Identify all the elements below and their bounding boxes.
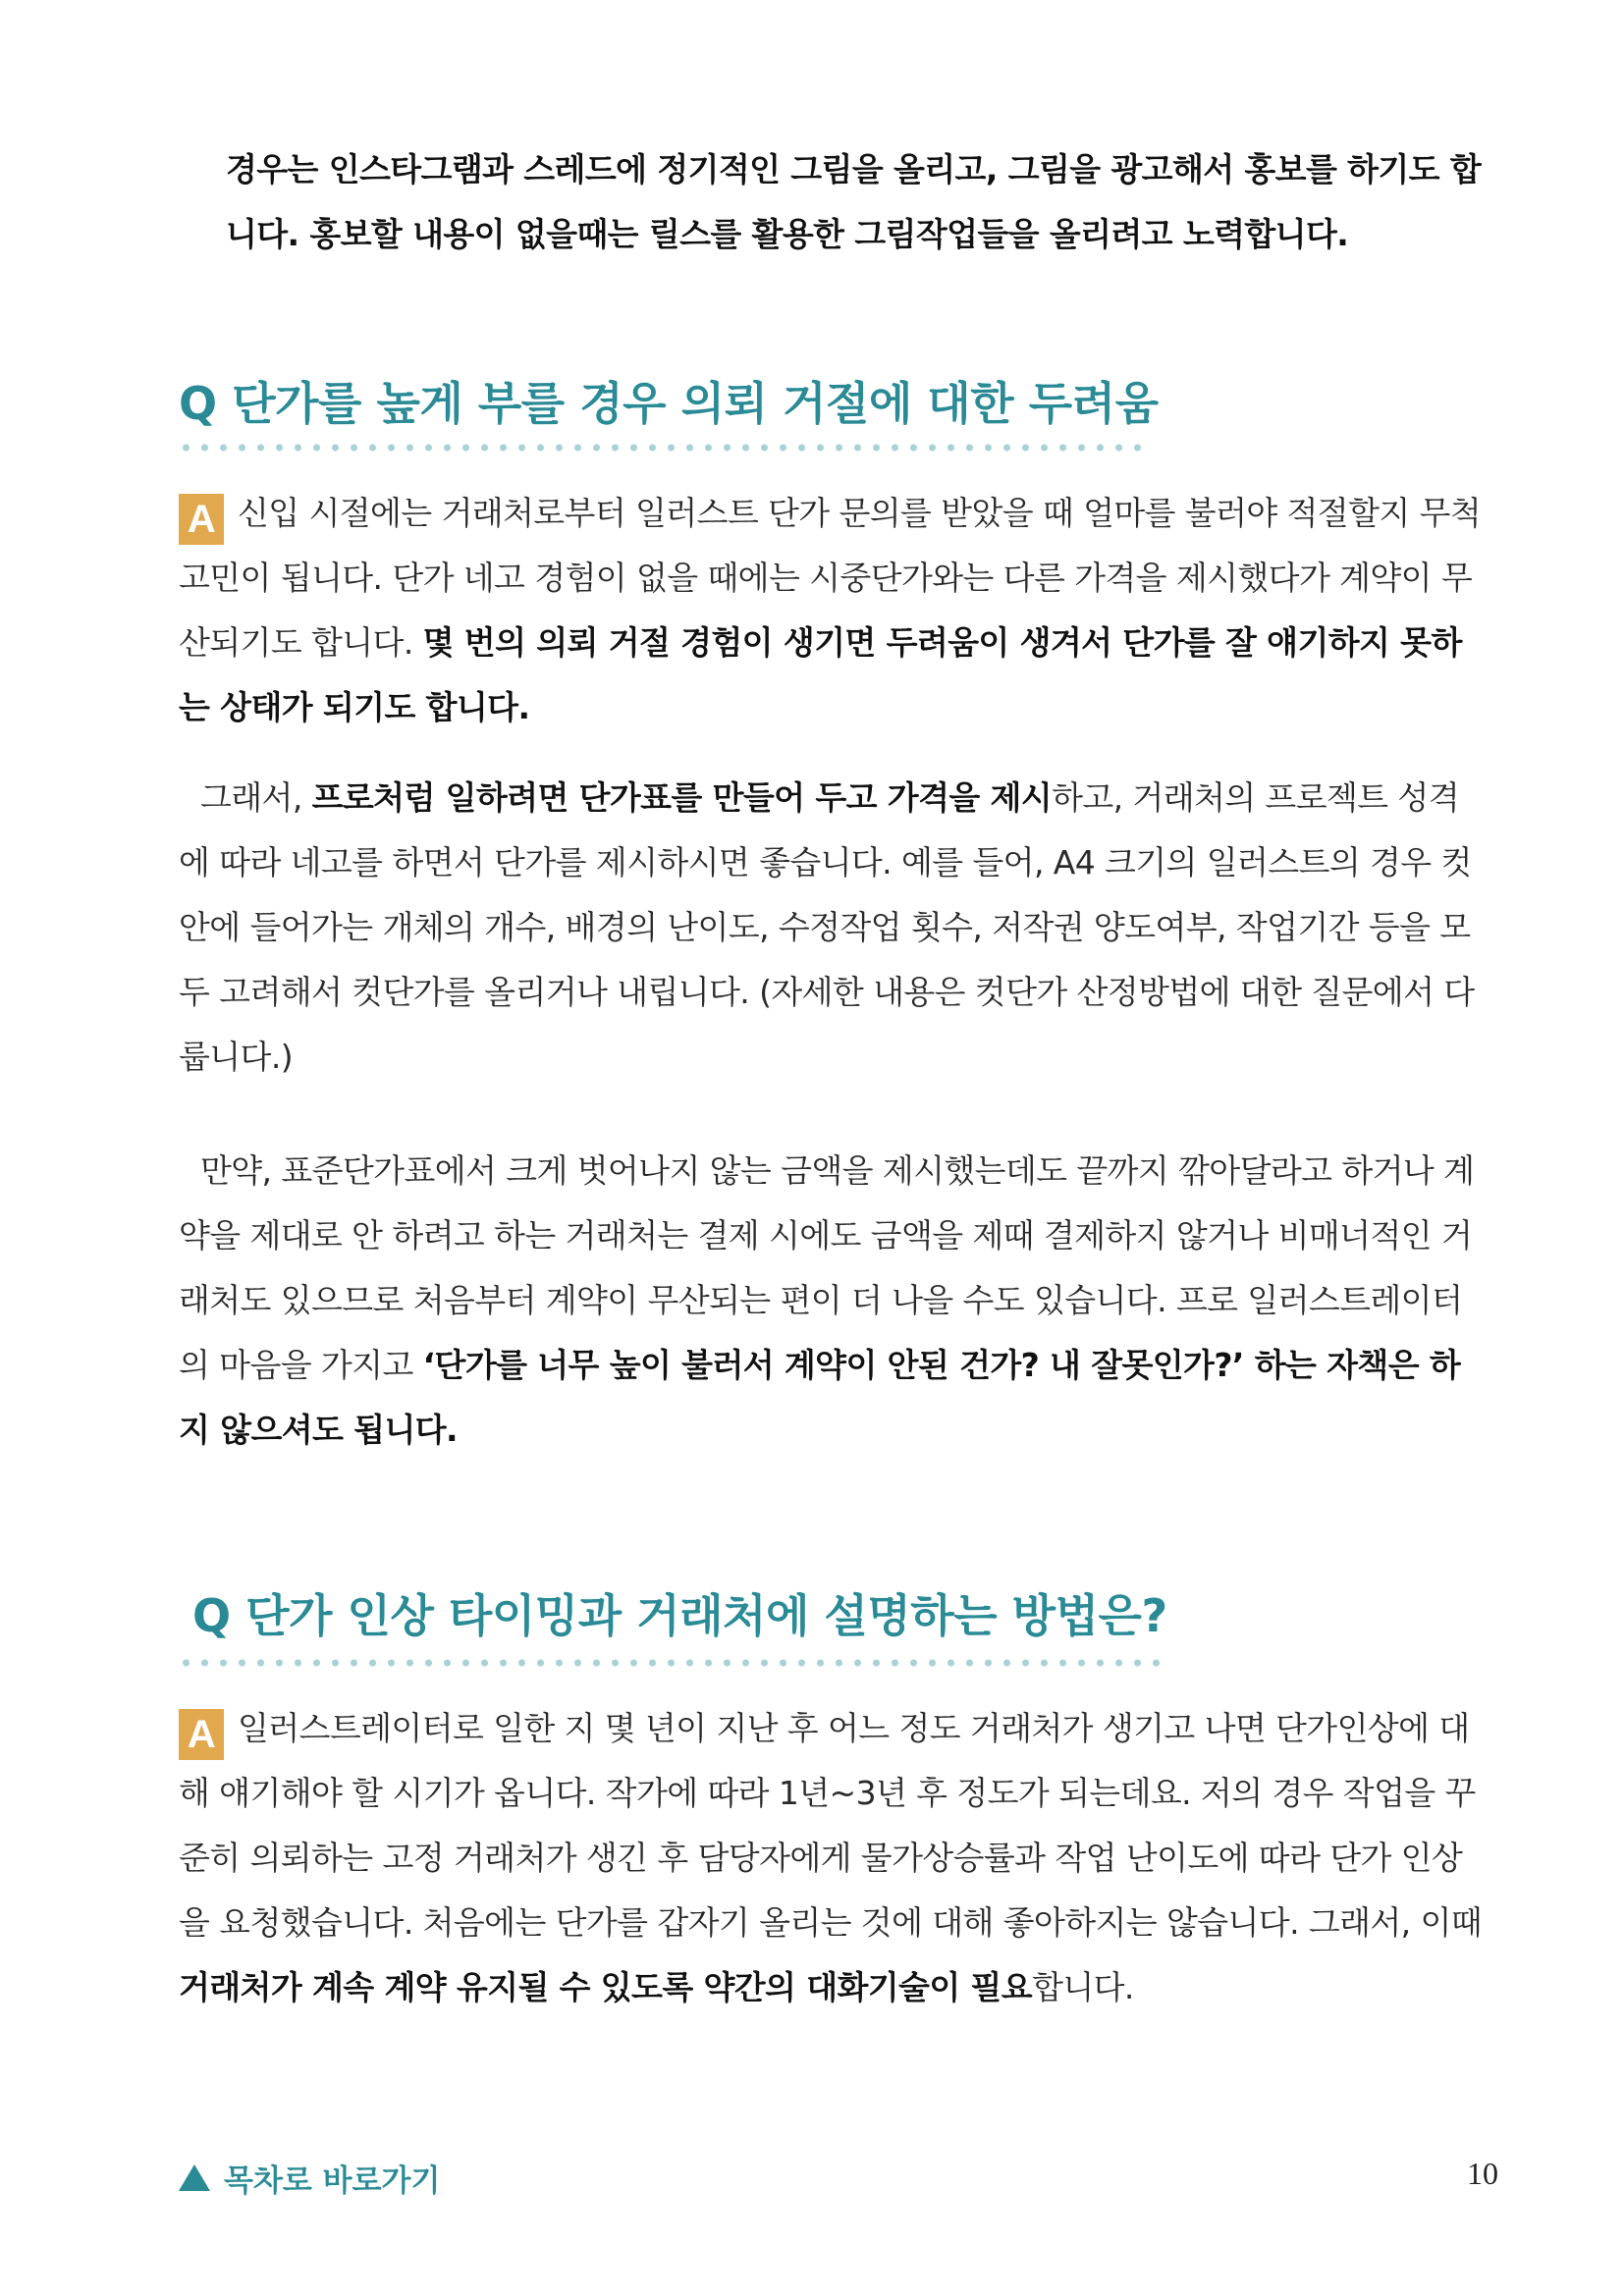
question-heading-1: Q 단가를 높게 부를 경우 의뢰 거절에 대한 두려움 bbox=[179, 377, 1159, 430]
triangle-up-icon bbox=[179, 2164, 210, 2191]
paragraph-text: 하고, 거래처의 프로젝트 성격에 따라 네고를 하면서 단가를 제시하시면 좋습니다. 예를 들어, A4 크기의 일러스트의 경우 컷 안에 들어가는 개체의 개수, 배경의 난이도, 수정작업 횟수, 저작권 양도여부, 작업기간 등을 모두 고려해서 컷단가를 올리거나 내립니다. (자세한 내용은 컷단가 산정방법에 대한 질문에서 다룹니다.) bbox=[179, 778, 1475, 1076]
answer-badge-2: A bbox=[179, 1709, 224, 1760]
intro-paragraph: 경우는 인스타그램과 스레드에 정기적인 그림을 올리고, 그림을 광고해서 홍보를 하기도 합니다. 홍보할 내용이 없을때는 릴스를 활용한 그림작업들을 올리려고 노력합니다. bbox=[226, 150, 1482, 253]
answer-paragraph-2 bbox=[179, 1696, 1485, 2020]
answer-paragraph-1 bbox=[179, 481, 1485, 740]
paragraph-unit-price-table bbox=[179, 766, 1485, 1090]
paragraph-text: 만약, 표준단가표에서 크게 벗어나지 않는 금액을 제시했는데도 끝까지 깎아달라고 하거나 계약을 제대로 안 하려고 하는 거래처는 결제 시에도 금액을 제때 결제하지 않거나 비매너적인 거래처도 있으므로 처음부터 계약이 무산되는 편이 더 나을 수도 있습니다. 프로 일러스트레이터의 마음을 가지고 bbox=[179, 1151, 1475, 1384]
toc-link[interactable] bbox=[179, 2156, 440, 2200]
paragraph-bold-text: ‘단가를 너무 높이 불러서 계약이 안된 건가? 내 잘못인가?’ 하는 자책은 하지 않으셔도 됩니다. bbox=[179, 1346, 1461, 1449]
answer-bold-text: 몇 번의 의뢰 거절 경험이 생기면 두려움이 생겨서 단가를 잘 얘기하지 못하는 상태가 되기도 합니다. bbox=[179, 623, 1462, 726]
paragraph-client-negotiation bbox=[179, 1139, 1485, 1463]
answer-text: 일러스트레이터로 일한 지 몇 년이 지난 후 어느 정도 거래처가 생기고 나면 단가인상에 대해 얘기해야 할 시기가 옵니다. 작가에 따라 1년~3년 후 정도가 되는데요. 저의 경우 작업을 꾸준히 의뢰하는 고정 거래처가 생긴 후 담당자에게 물가상승률과 작업 난이도에 따라 단가 인상을 요청했습니다. 처음에는 단가를 갑자기 올리는 것에 대해 좋아하지는 않습니다. 그래서, 이때 bbox=[179, 1709, 1483, 1942]
page-number: 10 bbox=[1467, 2156, 1498, 2191]
paragraph-bold-text: 프로처럼 일하려면 단가표를 만들어 두고 가격을 제시 bbox=[311, 778, 1053, 817]
toc-link-label: 목차로 바로가기 bbox=[224, 2163, 441, 2199]
dotted-divider-2 bbox=[177, 1659, 1168, 1667]
question-heading-2: Q 단가 인상 타이밍과 거래처에 설명하는 방법은? bbox=[192, 1589, 1167, 1642]
dotted-divider-1 bbox=[177, 444, 1149, 452]
answer-badge-1: A bbox=[179, 494, 224, 545]
answer-bold-text: 거래처가 계속 계약 유지될 수 있도록 약간의 대화기술이 필요 bbox=[179, 1968, 1033, 2006]
answer-text: 합니다. bbox=[1032, 1968, 1134, 2006]
paragraph-text: 그래서, bbox=[200, 778, 312, 817]
answer-text: 신입 시절에는 거래처로부터 일러스트 단가 문의를 받았을 때 얼마를 불러야 적절할지 무척 고민이 됩니다. 단가 네고 경험이 없을 때에는 시중단가와는 다른 가격을 제시했다가 계약이 무산되기도 합니다. bbox=[179, 494, 1482, 662]
